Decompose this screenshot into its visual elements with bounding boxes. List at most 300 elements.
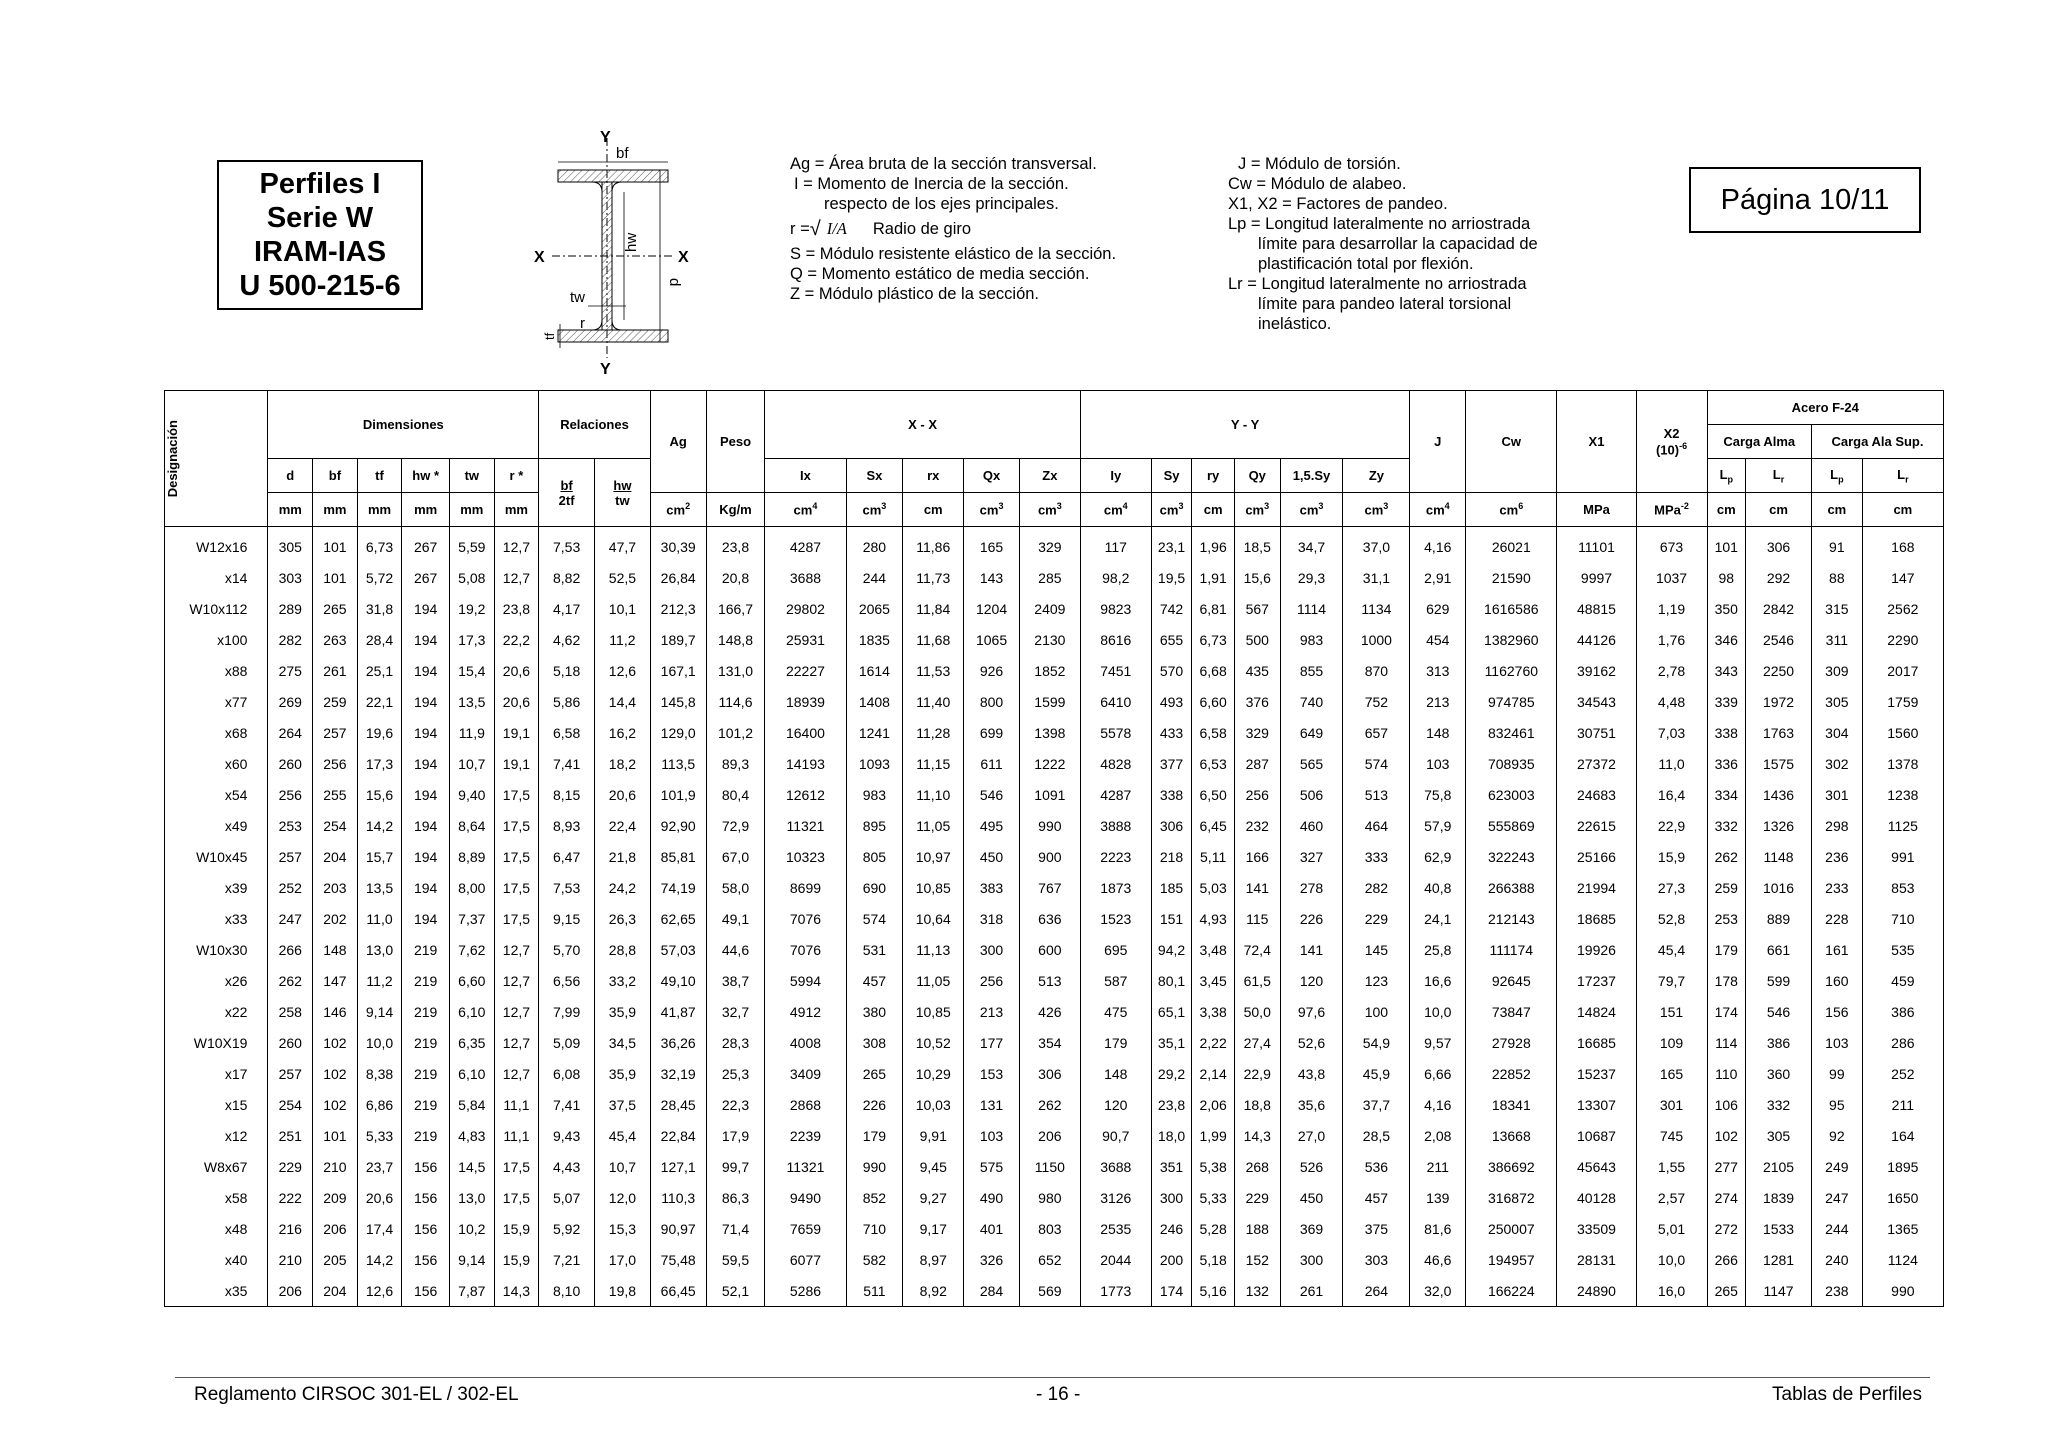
table-cell: 1398 bbox=[1019, 717, 1080, 748]
table-cell: 103 bbox=[964, 1120, 1020, 1151]
table-cell: 3,38 bbox=[1192, 996, 1235, 1027]
table-cell: 306 bbox=[1151, 810, 1192, 841]
table-cell: 708935 bbox=[1466, 748, 1557, 779]
table-cell: 80,4 bbox=[706, 779, 765, 810]
table-cell: 264 bbox=[268, 717, 313, 748]
table-cell: 1972 bbox=[1746, 686, 1812, 717]
table-cell: 156 bbox=[402, 1182, 450, 1213]
table-cell: 1065 bbox=[964, 624, 1020, 655]
table-cell: 167,1 bbox=[650, 655, 706, 686]
table-cell: 5,08 bbox=[449, 562, 494, 593]
table-cell: 1575 bbox=[1746, 748, 1812, 779]
table-cell: 10,52 bbox=[903, 1027, 964, 1058]
table-cell: 127,1 bbox=[650, 1151, 706, 1182]
table-cell: 228 bbox=[1811, 903, 1862, 934]
table-cell: 81,6 bbox=[1410, 1213, 1466, 1244]
table-cell: 17,5 bbox=[494, 810, 539, 841]
table-cell: 286 bbox=[1862, 1027, 1943, 1058]
label-y-top: Y bbox=[600, 129, 611, 146]
table-cell: 29802 bbox=[765, 593, 846, 624]
table-cell: 92,90 bbox=[650, 810, 706, 841]
table-cell: 9,40 bbox=[449, 779, 494, 810]
table-cell: 30751 bbox=[1557, 717, 1636, 748]
table-cell: 655 bbox=[1151, 624, 1192, 655]
table-cell: 120 bbox=[1080, 1089, 1151, 1120]
legend-right bbox=[1228, 154, 1538, 334]
table-row bbox=[165, 965, 1944, 996]
table-cell: 11,0 bbox=[357, 903, 402, 934]
table-cell: 13,5 bbox=[449, 686, 494, 717]
table-cell: 386 bbox=[1746, 1027, 1812, 1058]
table-cell: 10,0 bbox=[1636, 1244, 1707, 1275]
table-cell: 26,84 bbox=[650, 562, 706, 593]
header-qx: Qx bbox=[964, 459, 1020, 493]
table-cell: 251 bbox=[268, 1120, 313, 1151]
legend-r bbox=[790, 214, 1116, 244]
row-designation: x68 bbox=[165, 717, 268, 748]
table-cell: 27,4 bbox=[1234, 1027, 1280, 1058]
table-cell: 27,0 bbox=[1280, 1120, 1343, 1151]
table-cell: 11,0 bbox=[1636, 748, 1707, 779]
table-cell: 188 bbox=[1234, 1213, 1280, 1244]
table-cell: 7,37 bbox=[449, 903, 494, 934]
table-cell: 990 bbox=[846, 1151, 903, 1182]
table-cell: 28,45 bbox=[650, 1089, 706, 1120]
table-cell: 19,1 bbox=[494, 748, 539, 779]
table-cell: 49,10 bbox=[650, 965, 706, 996]
table-cell: 24890 bbox=[1557, 1275, 1636, 1307]
table-cell: 12,0 bbox=[595, 1182, 651, 1213]
table-cell: 322243 bbox=[1466, 841, 1557, 872]
table-cell: 194957 bbox=[1466, 1244, 1557, 1275]
table-cell: 89,3 bbox=[706, 748, 765, 779]
table-cell: 1365 bbox=[1862, 1213, 1943, 1244]
row-designation: W10X19 bbox=[165, 1027, 268, 1058]
unit-lp-ala: cm bbox=[1811, 493, 1862, 527]
table-cell: 218 bbox=[1151, 841, 1192, 872]
table-cell: 7,41 bbox=[539, 1089, 595, 1120]
table-cell: 61,5 bbox=[1234, 965, 1280, 996]
table-cell: 587 bbox=[1080, 965, 1151, 996]
header-rx: rx bbox=[903, 459, 964, 493]
table-cell: 275 bbox=[268, 655, 313, 686]
table-cell: 304 bbox=[1811, 717, 1862, 748]
table-row bbox=[165, 686, 1944, 717]
table-cell: 611 bbox=[964, 748, 1020, 779]
table-cell: 3,48 bbox=[1192, 934, 1235, 965]
row-designation: W10x45 bbox=[165, 841, 268, 872]
table-cell: 43,8 bbox=[1280, 1058, 1343, 1089]
header-x1: X1 bbox=[1557, 391, 1636, 493]
table-cell: 475 bbox=[1080, 996, 1151, 1027]
table-cell: 238 bbox=[1811, 1275, 1862, 1307]
table-cell: 9,17 bbox=[903, 1213, 964, 1244]
table-cell: 536 bbox=[1343, 1151, 1410, 1182]
row-designation: W10x30 bbox=[165, 934, 268, 965]
table-cell: 376 bbox=[1234, 686, 1280, 717]
table-cell: 103 bbox=[1811, 1027, 1862, 1058]
row-designation: x58 bbox=[165, 1182, 268, 1213]
row-designation: x26 bbox=[165, 965, 268, 996]
table-cell: 9,27 bbox=[903, 1182, 964, 1213]
table-cell: 6,56 bbox=[539, 965, 595, 996]
table-cell: 17,5 bbox=[494, 1151, 539, 1182]
table-cell: 26021 bbox=[1466, 527, 1557, 563]
table-cell: 25931 bbox=[765, 624, 846, 655]
header-acero: Acero F-24 bbox=[1707, 391, 1943, 425]
table-cell: 205 bbox=[313, 1244, 358, 1275]
table-cell: 1773 bbox=[1080, 1275, 1151, 1307]
table-cell: 6,60 bbox=[449, 965, 494, 996]
row-designation: x22 bbox=[165, 996, 268, 1027]
table-cell: 339 bbox=[1707, 686, 1746, 717]
table-cell: 146 bbox=[313, 996, 358, 1027]
table-cell: 141 bbox=[1280, 934, 1343, 965]
row-designation: x33 bbox=[165, 903, 268, 934]
table-cell: 203 bbox=[313, 872, 358, 903]
table-cell: 229 bbox=[1343, 903, 1410, 934]
table-cell: 194 bbox=[402, 872, 450, 903]
table-cell: 39162 bbox=[1557, 655, 1636, 686]
table-cell: 1124 bbox=[1862, 1244, 1943, 1275]
unit-r: mm bbox=[494, 493, 539, 527]
table-cell: 652 bbox=[1019, 1244, 1080, 1275]
legend-lp-cont2: plastificación total por flexión. bbox=[1258, 255, 1474, 273]
table-cell: 166 bbox=[1234, 841, 1280, 872]
table-cell: 4287 bbox=[765, 527, 846, 563]
table-cell: 18939 bbox=[765, 686, 846, 717]
unit-zy-cm: cm bbox=[1364, 502, 1384, 518]
table-cell: 6,10 bbox=[449, 1058, 494, 1089]
table-cell: 258 bbox=[268, 996, 313, 1027]
unit-sx bbox=[846, 493, 903, 527]
table-cell: 153 bbox=[964, 1058, 1020, 1089]
unit-j-cm: cm bbox=[1425, 502, 1445, 518]
table-cell: 303 bbox=[1343, 1244, 1410, 1275]
table-cell: 35,9 bbox=[595, 1058, 651, 1089]
table-cell: 6,58 bbox=[1192, 717, 1235, 748]
unit-cw bbox=[1466, 493, 1557, 527]
table-cell: 8,93 bbox=[539, 810, 595, 841]
table-cell: 300 bbox=[964, 934, 1020, 965]
table-cell: 266 bbox=[268, 934, 313, 965]
table-cell: 1436 bbox=[1746, 779, 1812, 810]
table-cell: 45,4 bbox=[1636, 934, 1707, 965]
table-cell: 212143 bbox=[1466, 903, 1557, 934]
table-cell: 27928 bbox=[1466, 1027, 1557, 1058]
table-cell: 11,10 bbox=[903, 779, 964, 810]
table-cell: 260 bbox=[268, 748, 313, 779]
table-cell: 247 bbox=[268, 903, 313, 934]
table-cell: 206 bbox=[313, 1213, 358, 1244]
table-cell: 2868 bbox=[765, 1089, 846, 1120]
table-cell: 12,7 bbox=[494, 527, 539, 563]
table-cell: 34543 bbox=[1557, 686, 1636, 717]
table-cell: 49,1 bbox=[706, 903, 765, 934]
table-cell: 194 bbox=[402, 779, 450, 810]
table-cell: 58,0 bbox=[706, 872, 765, 903]
table-row bbox=[165, 1089, 1944, 1120]
table-cell: 4,62 bbox=[539, 624, 595, 655]
table-cell: 21590 bbox=[1466, 562, 1557, 593]
legend-r-text: Radio de giro bbox=[872, 220, 972, 238]
table-cell: 229 bbox=[1234, 1182, 1280, 1213]
table-cell: 101 bbox=[313, 527, 358, 563]
table-cell: 974785 bbox=[1466, 686, 1557, 717]
table-cell: 1382960 bbox=[1466, 624, 1557, 655]
table-cell: 10,2 bbox=[449, 1213, 494, 1244]
table-cell: 219 bbox=[402, 1120, 450, 1151]
table-cell: 111174 bbox=[1466, 934, 1557, 965]
table-cell: 10,97 bbox=[903, 841, 964, 872]
table-cell: 247 bbox=[1811, 1182, 1862, 1213]
table-cell: 148 bbox=[313, 934, 358, 965]
table-cell: 131,0 bbox=[706, 655, 765, 686]
table-cell: 2017 bbox=[1862, 655, 1943, 686]
table-cell: 710 bbox=[846, 1213, 903, 1244]
table-cell: 24,2 bbox=[595, 872, 651, 903]
table-cell: 1037 bbox=[1636, 562, 1707, 593]
table-cell: 565 bbox=[1280, 748, 1343, 779]
legend-lr-cont2: inelástico. bbox=[1258, 315, 1332, 333]
table-cell: 24683 bbox=[1557, 779, 1636, 810]
table-cell: 100 bbox=[1343, 996, 1410, 1027]
legend-r-num: I bbox=[826, 219, 833, 238]
table-cell: 9490 bbox=[765, 1182, 846, 1213]
table-cell: 301 bbox=[1636, 1089, 1707, 1120]
table-cell: 629 bbox=[1410, 593, 1466, 624]
table-cell: 11,28 bbox=[903, 717, 964, 748]
table-cell: 302 bbox=[1811, 748, 1862, 779]
table-cell: 599 bbox=[1746, 965, 1812, 996]
header-carga-ala: Carga Ala Sup. bbox=[1811, 425, 1943, 459]
table-cell: 301 bbox=[1811, 779, 1862, 810]
header-iy: Iy bbox=[1080, 459, 1151, 493]
table-cell: 102 bbox=[313, 1058, 358, 1089]
table-cell: 4,17 bbox=[539, 593, 595, 624]
header-sx: Sx bbox=[846, 459, 903, 493]
unit-cw-cm: cm bbox=[1499, 502, 1519, 518]
table-cell: 574 bbox=[846, 903, 903, 934]
table-cell: 2,14 bbox=[1192, 1058, 1235, 1089]
table-row bbox=[165, 655, 1944, 686]
table-cell: 260 bbox=[268, 1027, 313, 1058]
table-cell: 6410 bbox=[1080, 686, 1151, 717]
table-cell: 265 bbox=[313, 593, 358, 624]
table-cell: 179 bbox=[846, 1120, 903, 1151]
table-cell: 3126 bbox=[1080, 1182, 1151, 1213]
table-cell: 2,57 bbox=[1636, 1182, 1707, 1213]
table-cell: 194 bbox=[402, 655, 450, 686]
table-cell: 72,9 bbox=[706, 810, 765, 841]
table-cell: 22,2 bbox=[494, 624, 539, 655]
table-cell: 30,39 bbox=[650, 527, 706, 563]
table-cell: 308 bbox=[846, 1027, 903, 1058]
table-cell: 9997 bbox=[1557, 562, 1636, 593]
table-cell: 257 bbox=[313, 717, 358, 748]
table-cell: 206 bbox=[268, 1275, 313, 1307]
table-cell: 546 bbox=[964, 779, 1020, 810]
table-cell: 2562 bbox=[1862, 593, 1943, 624]
table-cell: 457 bbox=[1343, 1182, 1410, 1213]
table-cell: 226 bbox=[846, 1089, 903, 1120]
table-cell: 740 bbox=[1280, 686, 1343, 717]
table-cell: 3,45 bbox=[1192, 965, 1235, 996]
table-cell: 120 bbox=[1280, 965, 1343, 996]
table-cell: 32,7 bbox=[706, 996, 765, 1027]
table-cell: 752 bbox=[1343, 686, 1410, 717]
table-cell: 8,38 bbox=[357, 1058, 402, 1089]
table-cell: 14,5 bbox=[449, 1151, 494, 1182]
label-d: d bbox=[666, 278, 683, 287]
header-zy: Zy bbox=[1343, 459, 1410, 493]
table-cell: 24,1 bbox=[1410, 903, 1466, 934]
table-cell: 91 bbox=[1811, 527, 1862, 563]
table-cell: 14,3 bbox=[494, 1275, 539, 1307]
table-cell: 62,9 bbox=[1410, 841, 1466, 872]
table-cell: 202 bbox=[313, 903, 358, 934]
table-cell: 17,3 bbox=[449, 624, 494, 655]
table-cell: 106 bbox=[1707, 1089, 1746, 1120]
table-cell: 129,0 bbox=[650, 717, 706, 748]
table-cell: 236 bbox=[1811, 841, 1862, 872]
table-cell: 386 bbox=[1862, 996, 1943, 1027]
table-cell: 12,6 bbox=[357, 1275, 402, 1307]
header-x2-base: (10) bbox=[1655, 442, 1680, 458]
table-cell: 11,68 bbox=[903, 624, 964, 655]
table-cell: 6,35 bbox=[449, 1027, 494, 1058]
table-cell: 15,4 bbox=[449, 655, 494, 686]
unit-d: mm bbox=[268, 493, 313, 527]
table-cell: 8616 bbox=[1080, 624, 1151, 655]
table-cell: 141 bbox=[1234, 872, 1280, 903]
table-cell: 338 bbox=[1707, 717, 1746, 748]
table-cell: 212,3 bbox=[650, 593, 706, 624]
table-cell: 1222 bbox=[1019, 748, 1080, 779]
table-cell: 4287 bbox=[1080, 779, 1151, 810]
table-cell: 7,87 bbox=[449, 1275, 494, 1307]
table-cell: 10,85 bbox=[903, 996, 964, 1027]
table-cell: 98 bbox=[1707, 562, 1746, 593]
table-cell: 10,0 bbox=[357, 1027, 402, 1058]
table-cell: 22615 bbox=[1557, 810, 1636, 841]
table-cell: 151 bbox=[1636, 996, 1707, 1027]
table-row bbox=[165, 593, 1944, 624]
label-x-right: X bbox=[678, 249, 689, 266]
table-cell: 1614 bbox=[846, 655, 903, 686]
header-dimensiones: Dimensiones bbox=[268, 391, 539, 459]
table-cell: 555869 bbox=[1466, 810, 1557, 841]
table-cell: 72,4 bbox=[1234, 934, 1280, 965]
table-cell: 28,8 bbox=[595, 934, 651, 965]
table-cell: 174 bbox=[1707, 996, 1746, 1027]
table-cell: 305 bbox=[1746, 1120, 1812, 1151]
table-cell: 7659 bbox=[765, 1213, 846, 1244]
table-cell: 90,7 bbox=[1080, 1120, 1151, 1151]
table-cell: 870 bbox=[1343, 655, 1410, 686]
table-cell: 31,8 bbox=[357, 593, 402, 624]
unit-ix bbox=[765, 493, 846, 527]
table-cell: 35,6 bbox=[1280, 1089, 1343, 1120]
unit-ry: cm bbox=[1192, 493, 1235, 527]
table-cell: 983 bbox=[1280, 624, 1343, 655]
table-cell: 194 bbox=[402, 717, 450, 748]
table-cell: 37,7 bbox=[1343, 1089, 1410, 1120]
table-cell: 15,6 bbox=[357, 779, 402, 810]
table-cell: 5,09 bbox=[539, 1027, 595, 1058]
table-cell: 210 bbox=[313, 1151, 358, 1182]
table-cell: 855 bbox=[1280, 655, 1343, 686]
table-cell: 20,6 bbox=[494, 655, 539, 686]
table-cell: 213 bbox=[964, 996, 1020, 1027]
table-cell: 2535 bbox=[1080, 1213, 1151, 1244]
table-cell: 204 bbox=[313, 841, 358, 872]
table-cell: 546 bbox=[1746, 996, 1812, 1027]
footer-rule bbox=[175, 1377, 1930, 1378]
table-cell: 28,5 bbox=[1343, 1120, 1410, 1151]
table-cell: 980 bbox=[1019, 1182, 1080, 1213]
table-cell: 194 bbox=[402, 624, 450, 655]
table-cell: 194 bbox=[402, 593, 450, 624]
table-cell: 45,4 bbox=[595, 1120, 651, 1151]
table-cell: 2065 bbox=[846, 593, 903, 624]
table-cell: 435 bbox=[1234, 655, 1280, 686]
table-cell: 426 bbox=[1019, 996, 1080, 1027]
table-cell: 287 bbox=[1234, 748, 1280, 779]
table-cell: 336 bbox=[1707, 748, 1746, 779]
table-cell: 459 bbox=[1862, 965, 1943, 996]
table-cell: 10,29 bbox=[903, 1058, 964, 1089]
table-cell: 222 bbox=[268, 1182, 313, 1213]
table-cell: 11321 bbox=[765, 810, 846, 841]
table-cell: 28131 bbox=[1557, 1244, 1636, 1275]
unit-zy-sup: 3 bbox=[1383, 501, 1389, 512]
table-cell: 300 bbox=[1280, 1244, 1343, 1275]
row-designation: x77 bbox=[165, 686, 268, 717]
table-cell: 194 bbox=[402, 748, 450, 779]
table-cell: 14,2 bbox=[357, 810, 402, 841]
table-cell: 4,93 bbox=[1192, 903, 1235, 934]
table-cell: 6,45 bbox=[1192, 810, 1235, 841]
table-cell: 219 bbox=[402, 1058, 450, 1089]
table-cell: 17,5 bbox=[494, 872, 539, 903]
table-cell: 16,2 bbox=[595, 717, 651, 748]
table-cell: 19926 bbox=[1557, 934, 1636, 965]
table-cell: 351 bbox=[1151, 1151, 1192, 1182]
table-cell: 20,8 bbox=[706, 562, 765, 593]
table-cell: 15,3 bbox=[595, 1213, 651, 1244]
table-cell: 10,85 bbox=[903, 872, 964, 903]
row-designation: x12 bbox=[165, 1120, 268, 1151]
table-cell: 54,9 bbox=[1343, 1027, 1410, 1058]
table-cell: 926 bbox=[964, 655, 1020, 686]
table-body bbox=[165, 527, 1944, 1307]
table-cell: 306 bbox=[1746, 527, 1812, 563]
table-cell: 211 bbox=[1862, 1089, 1943, 1120]
table-cell: 1378 bbox=[1862, 748, 1943, 779]
table-cell: 28,4 bbox=[357, 624, 402, 655]
table-cell: 5,59 bbox=[449, 527, 494, 563]
table-cell: 254 bbox=[313, 810, 358, 841]
header-j: J bbox=[1410, 391, 1466, 493]
row-designation: W10x112 bbox=[165, 593, 268, 624]
label-y-bottom: Y bbox=[600, 361, 611, 378]
table-cell: 250007 bbox=[1466, 1213, 1557, 1244]
table-cell: 16400 bbox=[765, 717, 846, 748]
table-cell: 101,9 bbox=[650, 779, 706, 810]
table-cell: 35,9 bbox=[595, 996, 651, 1027]
table-cell: 1852 bbox=[1019, 655, 1080, 686]
